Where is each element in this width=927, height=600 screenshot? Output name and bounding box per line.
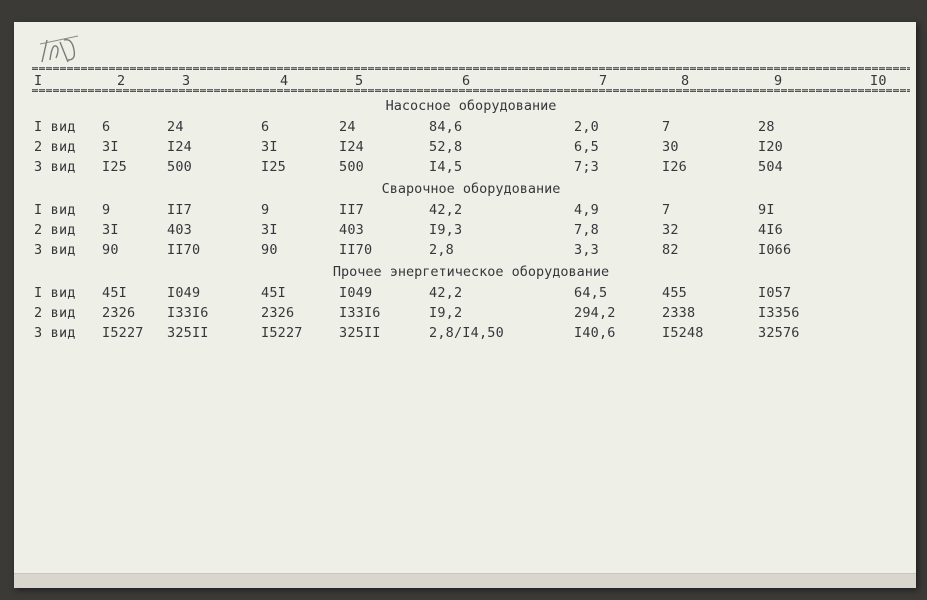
table-cell: 45I [102, 285, 127, 301]
row-label: 3 вид [34, 159, 76, 175]
table-cell: 9 [261, 202, 270, 218]
table-cell: 64,5 [574, 285, 608, 301]
column-header-10: I0 [870, 73, 887, 89]
column-header-7: 7 [599, 73, 608, 89]
table-cell: I33I6 [167, 305, 209, 321]
handwritten-page-number [38, 32, 88, 68]
table-row [14, 222, 916, 240]
table-cell: 3I [261, 139, 278, 155]
section-title: Прочее энергетическое оборудование [332, 264, 610, 280]
table-cell: II70 [339, 242, 373, 258]
table-cell: II7 [339, 202, 364, 218]
table-cell: II70 [167, 242, 201, 258]
column-header-5: 5 [355, 73, 364, 89]
table-cell: 6,5 [574, 139, 599, 155]
table-row [14, 285, 916, 303]
table-cell: 52,8 [429, 139, 463, 155]
table-cell: 24 [339, 119, 356, 135]
column-header-1: I [34, 73, 43, 89]
table-cell: 2,8 [429, 242, 454, 258]
table-row [14, 305, 916, 323]
table-cell: I4,5 [429, 159, 463, 175]
table-cell: I24 [339, 139, 364, 155]
table-cell: I049 [339, 285, 373, 301]
table-cell: I20 [758, 139, 783, 155]
table-row [14, 325, 916, 343]
table-cell: 3I [261, 222, 278, 238]
row-label: 3 вид [34, 325, 76, 341]
table-cell: 28 [758, 119, 775, 135]
table-cell: 9I [758, 202, 775, 218]
table-cell: I33I6 [339, 305, 381, 321]
column-header-6: 6 [462, 73, 471, 89]
table-row [14, 242, 916, 260]
page-bottom-edge [14, 573, 916, 588]
document-page [14, 22, 916, 588]
table-cell: I9,2 [429, 305, 463, 321]
column-header-3: 3 [182, 73, 191, 89]
table-cell: 7 [662, 202, 671, 218]
table-cell: 3,3 [574, 242, 599, 258]
row-label: 2 вид [34, 222, 76, 238]
table-cell: 3I [102, 222, 119, 238]
section-title: Насосное оборудование [385, 98, 557, 114]
row-label: 3 вид [34, 242, 76, 258]
table-cell: 403 [167, 222, 192, 238]
table-cell: 2326 [261, 305, 295, 321]
table-cell: 2,0 [574, 119, 599, 135]
table-cell: 42,2 [429, 202, 463, 218]
table-cell: I057 [758, 285, 792, 301]
table-cell: 7,8 [574, 222, 599, 238]
table-cell: I3356 [758, 305, 800, 321]
row-label: 2 вид [34, 305, 76, 321]
table-cell: II7 [167, 202, 192, 218]
table-cell: I5248 [662, 325, 704, 341]
table-cell: 9 [102, 202, 111, 218]
row-label: I вид [34, 119, 76, 135]
header-double-rule [32, 89, 910, 92]
column-header-8: 8 [681, 73, 690, 89]
table-cell: 90 [102, 242, 119, 258]
section-title: Сварочное оборудование [381, 181, 561, 197]
table-cell: I25 [102, 159, 127, 175]
column-header-9: 9 [774, 73, 783, 89]
table-cell: 4,9 [574, 202, 599, 218]
table-row [14, 119, 916, 137]
table-cell: 500 [339, 159, 364, 175]
top-double-rule [32, 67, 910, 70]
table-cell: I9,3 [429, 222, 463, 238]
table-cell: 325II [339, 325, 381, 341]
table-cell: 42,2 [429, 285, 463, 301]
table-cell: 32576 [758, 325, 800, 341]
table-cell: I25 [261, 159, 286, 175]
table-cell: 2338 [662, 305, 696, 321]
row-label: I вид [34, 202, 76, 218]
table-cell: I049 [167, 285, 201, 301]
table-cell: 6 [261, 119, 270, 135]
table-cell: 504 [758, 159, 783, 175]
row-label: 2 вид [34, 139, 76, 155]
table-cell: 90 [261, 242, 278, 258]
table-cell: 7;3 [574, 159, 599, 175]
table-cell: 84,6 [429, 119, 463, 135]
table-cell: I066 [758, 242, 792, 258]
table-cell: 32 [662, 222, 679, 238]
table-cell: 455 [662, 285, 687, 301]
table-cell: 82 [662, 242, 679, 258]
table-cell: 2326 [102, 305, 136, 321]
table-cell: I24 [167, 139, 192, 155]
table-row [14, 139, 916, 157]
column-header-4: 4 [280, 73, 289, 89]
table-cell: 6 [102, 119, 111, 135]
table-cell: 7 [662, 119, 671, 135]
table-cell: 3I [102, 139, 119, 155]
table-cell: 403 [339, 222, 364, 238]
table-cell: 24 [167, 119, 184, 135]
table-cell: 4I6 [758, 222, 783, 238]
table-row [14, 202, 916, 220]
table-cell: 500 [167, 159, 192, 175]
column-header-2: 2 [117, 73, 126, 89]
table-cell: I26 [662, 159, 687, 175]
table-cell: 45I [261, 285, 286, 301]
table-cell: 2,8/I4,50 [429, 325, 504, 341]
table-cell: I5227 [261, 325, 303, 341]
row-label: I вид [34, 285, 76, 301]
table-cell: I40,6 [574, 325, 616, 341]
table-cell: I5227 [102, 325, 144, 341]
table-cell: 325II [167, 325, 209, 341]
table-cell: 30 [662, 139, 679, 155]
table-cell: 294,2 [574, 305, 616, 321]
table-row [14, 159, 916, 177]
